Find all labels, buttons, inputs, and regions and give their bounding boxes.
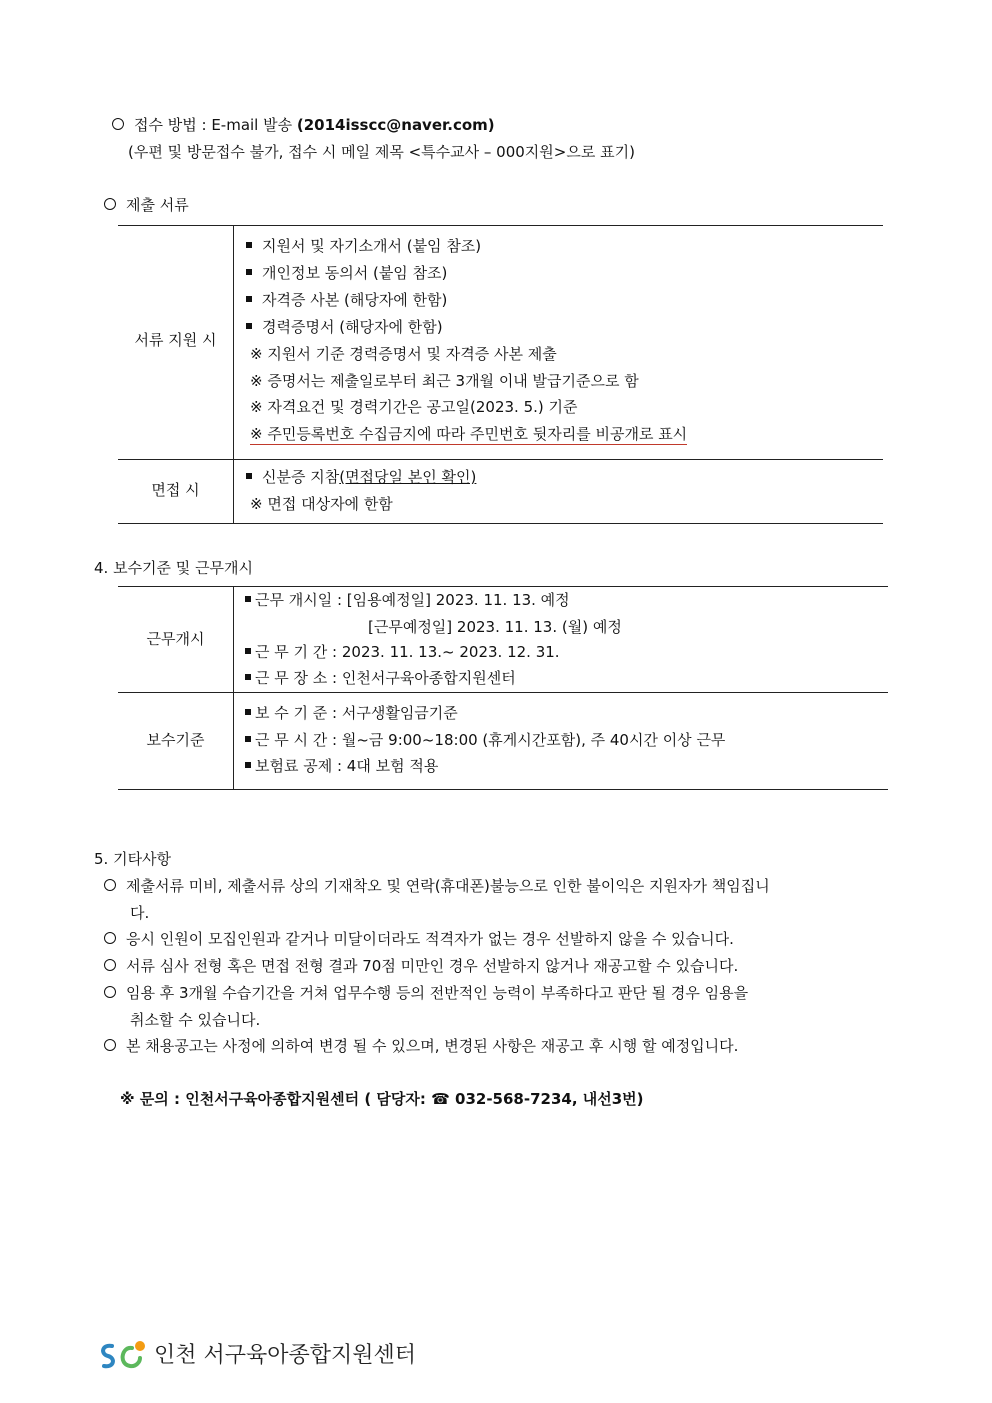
doc-item: 경력증명서 (해당자에 한함) <box>246 320 443 335</box>
wage-line: 보험료 공제 : 4대 보험 적용 <box>245 759 438 774</box>
circle-bullet-icon <box>104 986 116 998</box>
receipt-method-text: 접수 방법 : E-mail 발송 <box>134 116 297 134</box>
wage-line: 보 수 기 준 : 서구생활임금기준 <box>245 706 458 721</box>
etc-item: 응시 인원이 모집인원과 같거나 미달이더라도 적격자가 없는 경우 선발하지 않을 수 있습니다. <box>104 932 734 947</box>
circle-bullet-icon <box>112 118 124 130</box>
receipt-method-line <box>112 118 495 133</box>
square-bullet-icon <box>246 473 252 479</box>
start-line: 근 무 장 소 : 인천서구육아종합지원센터 <box>245 671 516 686</box>
square-bullet-icon <box>246 296 252 302</box>
etc-item-cont: 다. <box>130 904 150 922</box>
docs-heading: 제출 서류 <box>104 198 189 213</box>
interview-note: ※ 면접 대상자에 한함 <box>250 495 393 513</box>
circle-bullet-icon <box>104 198 116 210</box>
docs-row-label-apply: 서류 지원 시 <box>134 331 217 349</box>
pay-row-label-start: 근무개시 <box>146 630 205 648</box>
pay-row-label-wage: 보수기준 <box>146 731 205 749</box>
start-line: [근무예정일] 2023. 11. 13. (월) 예정 <box>368 618 622 636</box>
contact-line: ※ 문의 : 인천서구육아종합지원센터 ( 담당자: ☎ 032-568-7234, 내선3번) <box>120 1090 644 1108</box>
circle-bullet-icon <box>104 1039 116 1051</box>
telephone-icon: ☎ <box>431 1090 450 1108</box>
wage-line: 근 무 시 간 : 월~금 9:00~18:00 (휴게시간포함), 주 40시간 이상 근무 <box>245 733 725 748</box>
square-bullet-icon <box>245 736 251 742</box>
etc-item: 본 채용공고는 사정에 의하여 변경 될 수 있으며, 변경된 사항은 재공고 후 시행 할 예정입니다. <box>104 1039 738 1054</box>
pay-heading: 4. 보수기준 및 근무개시 <box>94 559 254 577</box>
doc-item: 개인정보 동의서 (붙임 참조) <box>246 266 447 281</box>
receipt-email: (2014isscc@naver.com) <box>296 116 495 134</box>
etc-item: 임용 후 3개월 수습기간을 거쳐 업무수행 등의 전반적인 능력이 부족하다고 판단 될 경우 임용을 <box>104 986 748 1001</box>
interview-item: 신분증 지참(면접당일 본인 확인) <box>246 470 476 485</box>
start-line: 근 무 기 간 : 2023. 11. 13.~ 2023. 12. 31. <box>245 645 560 660</box>
etc-item: 제출서류 미비, 제출서류 상의 기재착오 및 연락(휴대폰)불능으로 인한 불이익은 지원자가 책임집니 <box>104 879 770 894</box>
center-logo-icon <box>98 1338 148 1374</box>
docs-row-label-interview: 면접 시 <box>151 481 200 499</box>
doc-note-highlight: ※ 주민등록번호 수집금지에 따라 주민번호 뒷자리를 비공개로 표시 <box>250 425 688 443</box>
circle-bullet-icon <box>104 959 116 971</box>
square-bullet-icon <box>246 323 252 329</box>
doc-item: 자격증 사본 (해당자에 한함) <box>246 293 447 308</box>
circle-bullet-icon <box>104 879 116 891</box>
square-bullet-icon <box>246 242 252 248</box>
etc-item-cont: 취소할 수 있습니다. <box>130 1011 261 1029</box>
etc-heading: 5. 기타사항 <box>94 850 172 868</box>
square-bullet-icon <box>245 648 251 654</box>
start-line: 근무 개시일 : [임용예정일] 2023. 11. 13. 예정 <box>245 593 570 608</box>
doc-note: ※ 자격요건 및 경력기간은 공고일(2023. 5.) 기준 <box>250 398 578 416</box>
receipt-note: (우편 및 방문접수 불가, 접수 시 메일 제목 <특수교사 – 000지원>으로 표기) <box>128 143 635 161</box>
doc-note: ※ 지원서 기준 경력증명서 및 자격증 사본 제출 <box>250 345 557 363</box>
square-bullet-icon <box>246 269 252 275</box>
square-bullet-icon <box>245 596 251 602</box>
doc-note: ※ 증명서는 제출일로부터 최근 3개월 이내 발급기준으로 함 <box>250 372 639 390</box>
etc-item: 서류 심사 전형 혹은 면접 전형 결과 70점 미만인 경우 선발하지 않거나 재공고할 수 있습니다. <box>104 959 738 974</box>
square-bullet-icon <box>245 709 251 715</box>
circle-bullet-icon <box>104 932 116 944</box>
square-bullet-icon <box>245 674 251 680</box>
footer-logo-text: 인천 서구육아종합지원센터 <box>154 1343 417 1368</box>
square-bullet-icon <box>245 762 251 768</box>
doc-item: 지원서 및 자기소개서 (붙임 참조) <box>246 239 481 254</box>
footer-logo <box>98 1338 416 1374</box>
